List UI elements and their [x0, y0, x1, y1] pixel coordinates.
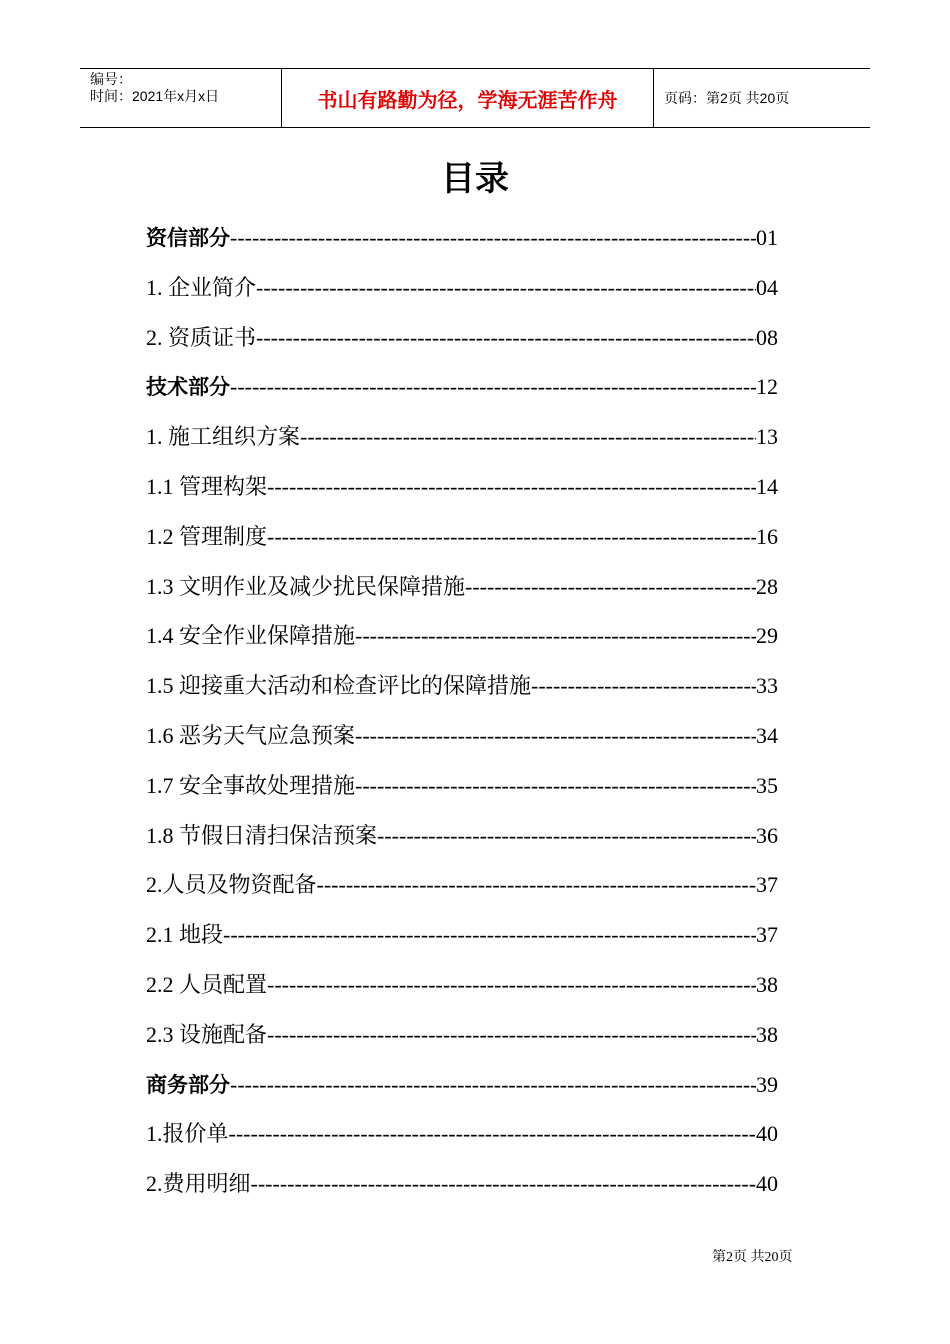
toc-entry-label: 1.报价单	[146, 1121, 229, 1147]
toc-entry[interactable]	[146, 1109, 778, 1159]
toc-entry-page: 37	[756, 922, 778, 948]
toc-entry-page: 01	[756, 225, 778, 250]
toc-entry[interactable]	[146, 1060, 778, 1110]
toc-entry[interactable]	[146, 412, 778, 462]
header-number-label: 编号：	[90, 71, 132, 87]
toc-entry-label: 商务部分	[146, 1072, 230, 1097]
toc-entry-page: 13	[756, 424, 778, 450]
toc-entry[interactable]	[146, 761, 778, 811]
toc-entry[interactable]	[146, 661, 778, 711]
toc-entry[interactable]	[146, 811, 778, 861]
toc-entry-page: 35	[756, 772, 778, 798]
toc-entry-label: 2.人员及物资配备	[146, 872, 317, 898]
toc-entry-label: 1.8 节假日清扫保洁预案	[146, 822, 378, 848]
toc-entry-label: 技术部分	[146, 375, 230, 400]
toc-leader	[465, 562, 756, 612]
toc-entry-page: 40	[756, 1171, 778, 1197]
header-motto: 书山有路勤为径，学海无涯苦作舟	[282, 69, 654, 127]
toc-entry[interactable]	[146, 960, 778, 1010]
toc-entry-label: 2.费用明细	[146, 1171, 251, 1197]
toc-entry-page: 40	[756, 1121, 778, 1147]
toc-entry-label: 2.2 人员配置	[146, 971, 268, 997]
toc-entry-page: 38	[756, 971, 778, 997]
toc-entry[interactable]	[146, 263, 778, 313]
toc-entry[interactable]	[146, 711, 778, 761]
toc-entry-page: 38	[756, 1021, 778, 1047]
toc-entry-label: 1.1 管理构架	[146, 473, 268, 499]
toc-entry-page: 12	[756, 374, 778, 400]
table-of-contents	[146, 213, 778, 1209]
toc-leader	[230, 1060, 756, 1110]
toc-entry-page: 34	[756, 722, 778, 748]
toc-entry-label: 1.2 管理制度	[146, 523, 268, 549]
toc-entry-label: 1.4 安全作业保障措施	[146, 623, 356, 649]
page-footer: 第2页 共20页	[712, 1250, 793, 1265]
toc-entry-page: 28	[756, 573, 778, 599]
toc-leader	[230, 362, 756, 412]
toc-entry-page: 37	[756, 872, 778, 898]
toc-entry-label: 2.1 地段	[146, 922, 224, 948]
toc-leader	[317, 860, 756, 910]
toc-entry[interactable]	[146, 512, 778, 562]
header-meta	[80, 69, 282, 127]
toc-leader	[256, 313, 756, 363]
toc-leader	[223, 910, 756, 960]
toc-entry-label: 1. 企业简介	[146, 274, 257, 300]
page-title: 目录	[441, 159, 509, 199]
toc-entry[interactable]	[146, 213, 778, 263]
toc-entry[interactable]	[146, 1159, 778, 1209]
toc-entry-page: 08	[756, 324, 778, 350]
toc-entry-label: 1.6 恶劣天气应急预案	[146, 722, 356, 748]
toc-entry-page: 36	[756, 822, 778, 848]
toc-entry-page: 29	[756, 623, 778, 649]
toc-leader	[267, 1010, 756, 1060]
toc-leader	[251, 1159, 756, 1209]
toc-entry-page: 04	[756, 274, 778, 300]
toc-entry-page: 16	[756, 523, 778, 549]
toc-leader	[355, 711, 756, 761]
toc-leader	[256, 263, 756, 313]
toc-entry-label: 1.7 安全事故处理措施	[146, 772, 356, 798]
toc-entry[interactable]	[146, 611, 778, 661]
toc-leader	[230, 213, 756, 263]
toc-leader	[377, 811, 756, 861]
toc-leader	[355, 611, 756, 661]
toc-entry[interactable]	[146, 1010, 778, 1060]
toc-entry-label: 1.5 迎接重大活动和检查评比的保障措施	[146, 673, 532, 699]
toc-leader	[300, 412, 756, 462]
toc-entry-label: 2.3 设施配备	[146, 1021, 268, 1047]
toc-leader	[267, 960, 756, 1010]
toc-entry-label: 资信部分	[146, 226, 230, 250]
toc-entry[interactable]	[146, 313, 778, 363]
toc-entry[interactable]	[146, 562, 778, 612]
toc-leader	[229, 1109, 756, 1159]
toc-entry-page: 33	[756, 673, 778, 699]
header-page-info: 页码：第2页 共20页	[664, 90, 790, 106]
toc-entry-label: 1.3 文明作业及减少扰民保障措施	[146, 573, 466, 599]
toc-entry[interactable]	[146, 860, 778, 910]
page-header	[80, 68, 870, 128]
toc-entry[interactable]	[146, 462, 778, 512]
toc-entry[interactable]	[146, 362, 778, 412]
toc-entry[interactable]	[146, 910, 778, 960]
toc-leader	[267, 462, 756, 512]
toc-entry-page: 39	[756, 1071, 778, 1097]
toc-entry-page: 14	[756, 473, 778, 499]
toc-entry-label: 1. 施工组织方案	[146, 424, 301, 450]
toc-leader	[267, 512, 756, 562]
toc-entry-label: 2. 资质证书	[146, 324, 257, 350]
toc-leader	[531, 661, 756, 711]
header-time-label: 时间：2021年x月x日	[90, 88, 220, 104]
toc-leader	[355, 761, 756, 811]
